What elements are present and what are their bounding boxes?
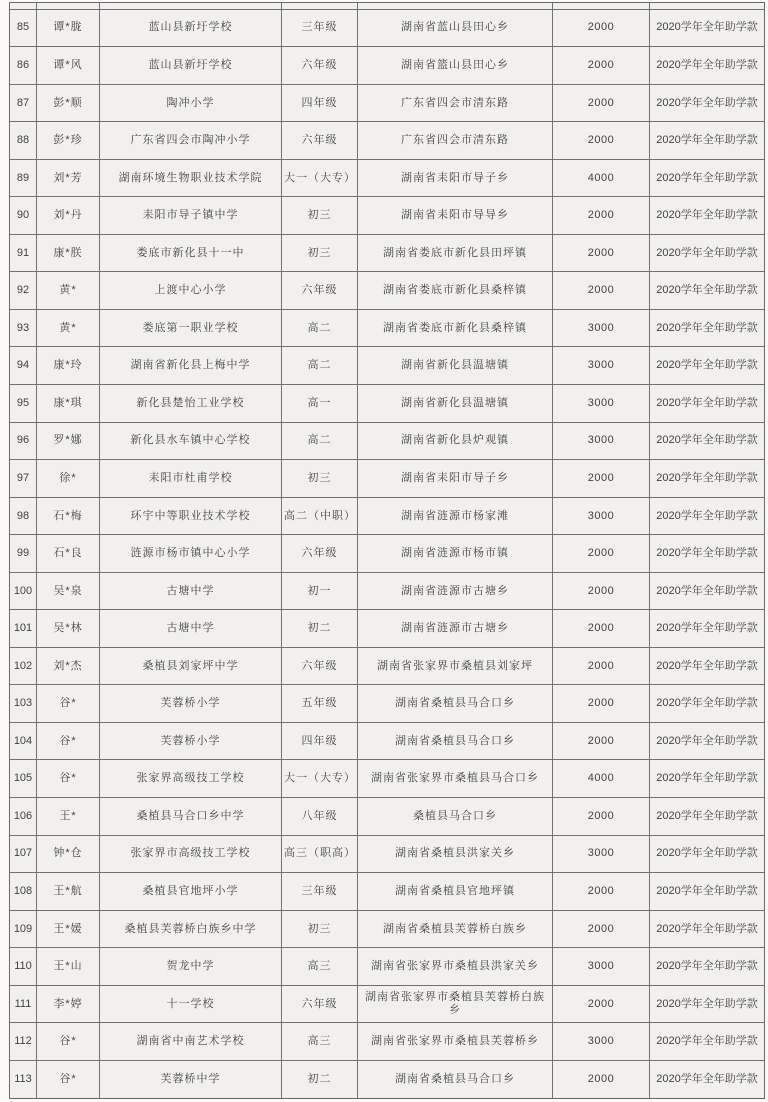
cell-location: 湖南省桑植县马合口乡 xyxy=(358,1061,553,1099)
table-row xyxy=(10,160,764,198)
cell-note xyxy=(650,3,764,9)
table-row xyxy=(10,498,764,536)
cell-grade xyxy=(282,3,358,9)
cell-school: 新化县水车镇中心学校 xyxy=(100,423,282,460)
table-row xyxy=(10,798,764,836)
cell-school xyxy=(100,3,282,9)
table-row xyxy=(10,836,764,874)
cell-note: 2020学年全年助学款 xyxy=(656,171,758,184)
cell-note: 2020学年全年助学款 xyxy=(656,584,758,597)
cell-number: 111 xyxy=(10,986,37,1023)
cell-number: 105 xyxy=(10,760,37,797)
cell-note: 2020学年全年助学款 xyxy=(656,209,758,222)
cell-note: 2020学年全年助学款 xyxy=(656,134,758,147)
cell-name: 康*朕 xyxy=(37,235,100,272)
cell-note: 2020学年全年助学款 xyxy=(656,246,758,259)
cell-name: 石*良 xyxy=(37,535,100,572)
cell-number: 109 xyxy=(10,911,37,948)
cell-grade: 大一（大专） xyxy=(282,760,358,797)
cell-grade: 初三 xyxy=(282,235,358,272)
cell-school: 桑植县芙蓉桥白族乡中学 xyxy=(100,911,282,948)
cell-school: 陶冲小学 xyxy=(100,85,282,122)
cell-amount: 3000 xyxy=(553,836,650,873)
cell-note: 2020学年全年助学款 xyxy=(656,509,758,522)
table-row xyxy=(10,948,764,986)
cell-amount: 2000 xyxy=(553,535,650,572)
cell-name: 李*婷 xyxy=(37,986,100,1023)
table-row xyxy=(10,685,764,723)
cell-location: 湖南省耒阳市导导乡 xyxy=(358,197,553,234)
cell-grade: 高一 xyxy=(282,385,358,422)
cell-grade: 三年级 xyxy=(282,873,358,910)
table-row xyxy=(10,535,764,573)
table-row xyxy=(10,85,764,123)
cell-number: 110 xyxy=(10,948,37,985)
cell-school: 耒阳市导子镇中学 xyxy=(100,197,282,234)
cell-name: 王*山 xyxy=(37,948,100,985)
cell-number: 102 xyxy=(10,648,37,685)
cell-name: 刘*丹 xyxy=(37,197,100,234)
cell-location: 湖南省娄底市新化县田坪镇 xyxy=(358,235,553,272)
cell-school: 古塘中学 xyxy=(100,573,282,610)
cell-location: 湖南省桑植县马合口乡 xyxy=(358,685,553,722)
cell-school: 上渡中心小学 xyxy=(100,272,282,309)
cell-number: 96 xyxy=(10,423,37,460)
cell-school: 桑植县官地坪小学 xyxy=(100,873,282,910)
cell-amount: 2000 xyxy=(553,986,650,1023)
cell-grade: 高二 xyxy=(282,310,358,347)
cell-grade: 高二（中职） xyxy=(282,498,358,535)
cell-name: 谷* xyxy=(37,760,100,797)
cell-note: 2020学年全年助学款 xyxy=(656,960,758,973)
cell-grade: 高三 xyxy=(282,948,358,985)
cell-school: 芙蓉桥小学 xyxy=(100,723,282,760)
cell-grade: 高三（职高） xyxy=(282,836,358,873)
cell-location xyxy=(358,3,553,9)
cell-amount: 2000 xyxy=(553,460,650,497)
cell-location: 湖南省桑植县洪家关乡 xyxy=(358,836,553,873)
cell-school: 娄底市新化县十一中 xyxy=(100,235,282,272)
table-row xyxy=(10,347,764,385)
cell-note: 2020学年全年助学款 xyxy=(656,472,758,485)
cell-note: 2020学年全年助学款 xyxy=(656,396,758,409)
cell-name: 王*媛 xyxy=(37,911,100,948)
cell-location: 湖南省蓝山县田心乡 xyxy=(358,10,553,47)
cell-note: 2020学年全年助学款 xyxy=(656,359,758,372)
cell-grade: 初三 xyxy=(282,460,358,497)
cell-school: 新化县楚怡工业学校 xyxy=(100,385,282,422)
cell-number: 95 xyxy=(10,385,37,422)
cell-amount: 2000 xyxy=(553,648,650,685)
cell-school: 蓝山县新圩学校 xyxy=(100,47,282,84)
cell-grade: 六年级 xyxy=(282,648,358,685)
cell-amount: 2000 xyxy=(553,1061,650,1099)
cell-school: 桑植县马合口乡中学 xyxy=(100,798,282,835)
cell-amount: 2000 xyxy=(553,272,650,309)
cell-name xyxy=(37,3,100,9)
cell-note: 2020学年全年助学款 xyxy=(656,622,758,635)
cell-name: 谭*胧 xyxy=(37,10,100,47)
cell-grade: 四年级 xyxy=(282,723,358,760)
cell-name: 石*梅 xyxy=(37,498,100,535)
cell-grade: 八年级 xyxy=(282,798,358,835)
cell-school: 耒阳市杜甫学校 xyxy=(100,460,282,497)
cell-number: 91 xyxy=(10,235,37,272)
student-aid-table xyxy=(9,2,765,1099)
cell-note: 2020学年全年助学款 xyxy=(656,321,758,334)
table-row xyxy=(10,911,764,949)
cell-school: 广东省四会市陶冲小学 xyxy=(100,122,282,159)
cell-note: 2020学年全年助学款 xyxy=(656,1073,758,1086)
cell-name: 刘*芳 xyxy=(37,160,100,197)
cell-grade: 初一 xyxy=(282,573,358,610)
cell-amount: 2000 xyxy=(553,197,650,234)
cell-location: 湖南省桑植县芙蓉桥白族乡 xyxy=(358,911,553,948)
cell-amount: 2000 xyxy=(553,911,650,948)
cell-school: 湖南省新化县上梅中学 xyxy=(100,347,282,384)
table-row xyxy=(10,1023,764,1061)
cell-name: 徐* xyxy=(37,460,100,497)
cell-name: 康*玲 xyxy=(37,347,100,384)
cell-amount: 3000 xyxy=(553,347,650,384)
cell-amount: 3000 xyxy=(553,948,650,985)
cell-amount: 3000 xyxy=(553,498,650,535)
cell-grade: 高二 xyxy=(282,347,358,384)
cell-name: 王* xyxy=(37,798,100,835)
cell-amount: 4000 xyxy=(553,760,650,797)
cell-number: 87 xyxy=(10,85,37,122)
cell-name: 谷* xyxy=(37,1023,100,1060)
cell-grade: 六年级 xyxy=(282,535,358,572)
cell-grade: 初三 xyxy=(282,197,358,234)
cell-number: 89 xyxy=(10,160,37,197)
cell-amount: 2000 xyxy=(553,573,650,610)
cell-location: 湖南省娄底市新化县桑梓镇 xyxy=(358,310,553,347)
cell-grade: 三年级 xyxy=(282,10,358,47)
cell-amount: 2000 xyxy=(553,873,650,910)
cell-grade: 大一（大专） xyxy=(282,160,358,197)
cell-school: 桑植县刘家坪中学 xyxy=(100,648,282,685)
cell-school: 贺龙中学 xyxy=(100,948,282,985)
cell-grade: 四年级 xyxy=(282,85,358,122)
cell-amount: 2000 xyxy=(553,10,650,47)
cell-location: 湖南省耒阳市导子乡 xyxy=(358,160,553,197)
cell-amount: 2000 xyxy=(553,47,650,84)
table-row xyxy=(10,760,764,798)
cell-name: 谷* xyxy=(37,1061,100,1099)
cell-grade: 六年级 xyxy=(282,122,358,159)
table-row xyxy=(10,1061,764,1099)
cell-location: 湖南省涟源市杨家滩 xyxy=(358,498,553,535)
cell-amount: 3000 xyxy=(553,385,650,422)
cell-note: 2020学年全年助学款 xyxy=(656,885,758,898)
cell-name: 吴*泉 xyxy=(37,573,100,610)
cell-grade: 初二 xyxy=(282,610,358,647)
cell-school: 张家界市高级技工学校 xyxy=(100,836,282,873)
cell-name: 钟*仓 xyxy=(37,836,100,873)
cell-name: 谷* xyxy=(37,685,100,722)
cell-number: 107 xyxy=(10,836,37,873)
cell-location: 桑植县马合口乡 xyxy=(358,798,553,835)
table-row xyxy=(10,122,764,160)
cell-number: 85 xyxy=(10,10,37,47)
cell-grade: 高三 xyxy=(282,1023,358,1060)
cell-note: 2020学年全年助学款 xyxy=(656,284,758,297)
cell-amount: 2000 xyxy=(553,685,650,722)
cell-number: 90 xyxy=(10,197,37,234)
cell-note: 2020学年全年助学款 xyxy=(656,96,758,109)
cell-note: 2020学年全年助学款 xyxy=(656,1035,758,1048)
cell-number: 98 xyxy=(10,498,37,535)
cell-school: 芙蓉桥小学 xyxy=(100,685,282,722)
cell-location: 湖南省涟源市古塘乡 xyxy=(358,573,553,610)
cell-name: 彭*顺 xyxy=(37,85,100,122)
cell-school: 十一学校 xyxy=(100,986,282,1023)
cell-amount: 3000 xyxy=(553,1023,650,1060)
cell-amount: 2000 xyxy=(553,610,650,647)
cell-number: 94 xyxy=(10,347,37,384)
cell-location: 湖南省张家界市桑植县刘家坪 xyxy=(358,648,553,685)
cell-note: 2020学年全年助学款 xyxy=(656,59,758,71)
cell-grade: 六年级 xyxy=(282,986,358,1023)
cell-number: 92 xyxy=(10,272,37,309)
cell-number: 100 xyxy=(10,573,37,610)
cell-number: 86 xyxy=(10,47,37,84)
table-row xyxy=(10,423,764,461)
cell-number: 103 xyxy=(10,685,37,722)
table-row xyxy=(10,235,764,273)
cell-number: 88 xyxy=(10,122,37,159)
cell-school: 涟源市杨市镇中心小学 xyxy=(100,535,282,572)
cell-note: 2020学年全年助学款 xyxy=(656,659,758,672)
cell-note: 2020学年全年助学款 xyxy=(656,21,758,34)
cell-note: 2020学年全年助学款 xyxy=(656,922,758,935)
cell-number: 101 xyxy=(10,610,37,647)
cell-number: 113 xyxy=(10,1061,37,1099)
cell-amount: 3000 xyxy=(553,423,650,460)
table-row xyxy=(10,197,764,235)
cell-note: 2020学年全年助学款 xyxy=(656,734,758,747)
table-row xyxy=(10,10,764,48)
cell-school: 芙蓉桥中学 xyxy=(100,1061,282,1099)
cell-location: 湖南省娄底市新化县桑梓镇 xyxy=(358,272,553,309)
table-row xyxy=(10,610,764,648)
cell-amount: 2000 xyxy=(553,723,650,760)
cell-amount: 2000 xyxy=(553,85,650,122)
cell-number: 108 xyxy=(10,873,37,910)
cell-location: 广东省四会市清东路 xyxy=(358,85,553,122)
cell-location: 广东省四会市清东路 xyxy=(358,122,553,159)
cell-name: 彭*珍 xyxy=(37,122,100,159)
cell-number: 99 xyxy=(10,535,37,572)
cell-amount xyxy=(553,3,650,9)
cell-note: 2020学年全年助学款 xyxy=(656,434,758,447)
cell-name: 康*琪 xyxy=(37,385,100,422)
cell-amount: 2000 xyxy=(553,798,650,835)
cell-location: 湖南省涟源市杨市镇 xyxy=(358,535,553,572)
cell-grade: 高二 xyxy=(282,423,358,460)
table-row xyxy=(10,385,764,423)
cell-note: 2020学年全年助学款 xyxy=(656,809,758,822)
cell-name: 黄* xyxy=(37,310,100,347)
cell-location: 湖南省涟源市古塘乡 xyxy=(358,610,553,647)
cell-number: 104 xyxy=(10,723,37,760)
cell-grade: 六年级 xyxy=(282,47,358,84)
cell-location: 湖南省张家界市桑植县芙蓉桥白族乡 xyxy=(358,986,553,1023)
table-row xyxy=(10,723,764,761)
table-row xyxy=(10,47,764,85)
table-row xyxy=(10,648,764,686)
cell-location: 湖南省桑植县官地坪镇 xyxy=(358,873,553,910)
cell-school: 张家界高级技工学校 xyxy=(100,760,282,797)
cell-location: 湖南省桑植县马合口乡 xyxy=(358,723,553,760)
cell-note: 2020学年全年助学款 xyxy=(656,547,758,560)
cell-note: 2020学年全年助学款 xyxy=(656,847,758,860)
cell-note: 2020学年全年助学款 xyxy=(656,772,758,785)
cell-name: 吴*林 xyxy=(37,610,100,647)
table-row xyxy=(10,573,764,611)
cell-amount: 3000 xyxy=(553,310,650,347)
cell-school: 古塘中学 xyxy=(100,610,282,647)
cell-name: 黄* xyxy=(37,272,100,309)
cell-school: 环宇中等职业技术学校 xyxy=(100,498,282,535)
cell-number: 106 xyxy=(10,798,37,835)
cell-grade: 初三 xyxy=(282,911,358,948)
cell-name: 罗*娜 xyxy=(37,423,100,460)
cell-note: 2020学年全年助学款 xyxy=(656,997,758,1010)
cell-location: 湖南省耒阳市导子乡 xyxy=(358,460,553,497)
cell-location: 湖南省新化县温塘镇 xyxy=(358,385,553,422)
cell-school: 娄底第一职业学校 xyxy=(100,310,282,347)
cell-name: 刘*杰 xyxy=(37,648,100,685)
cell-amount: 4000 xyxy=(553,160,650,197)
cell-number: 112 xyxy=(10,1023,37,1060)
cell-number: 97 xyxy=(10,460,37,497)
cell-number: 93 xyxy=(10,310,37,347)
cell-amount: 2000 xyxy=(553,122,650,159)
cell-location: 湖南省张家界市桑植县洪家关乡 xyxy=(358,948,553,985)
cell-location: 湖南省新化县温塘镇 xyxy=(358,347,553,384)
cell-location: 湖南省新化县炉观镇 xyxy=(358,423,553,460)
cell-number xyxy=(10,3,37,9)
cell-location: 湖南省张家界市桑植县芙蓉桥乡 xyxy=(358,1023,553,1060)
table-row xyxy=(10,272,764,310)
cell-location: 湖南省篮山县田心乡 xyxy=(358,47,553,84)
table-row xyxy=(10,460,764,498)
cell-school: 湖南省中南艺术学校 xyxy=(100,1023,282,1060)
cell-name: 谷* xyxy=(37,723,100,760)
cell-amount: 2000 xyxy=(553,235,650,272)
cell-school: 蓝山县新圩学校 xyxy=(100,10,282,47)
cell-note: 2020学年全年助学款 xyxy=(656,697,758,710)
cell-grade: 五年级 xyxy=(282,685,358,722)
cell-location: 湖南省张家界市桑植县马合口乡 xyxy=(358,760,553,797)
table-row xyxy=(10,310,764,348)
table-row xyxy=(10,873,764,911)
cell-name: 王*航 xyxy=(37,873,100,910)
cell-name: 谭*风 xyxy=(37,47,100,84)
table-row xyxy=(10,986,764,1024)
cell-grade: 六年级 xyxy=(282,272,358,309)
cell-grade: 初二 xyxy=(282,1061,358,1099)
cell-school: 湖南环境生物职业技术学院 xyxy=(100,160,282,197)
